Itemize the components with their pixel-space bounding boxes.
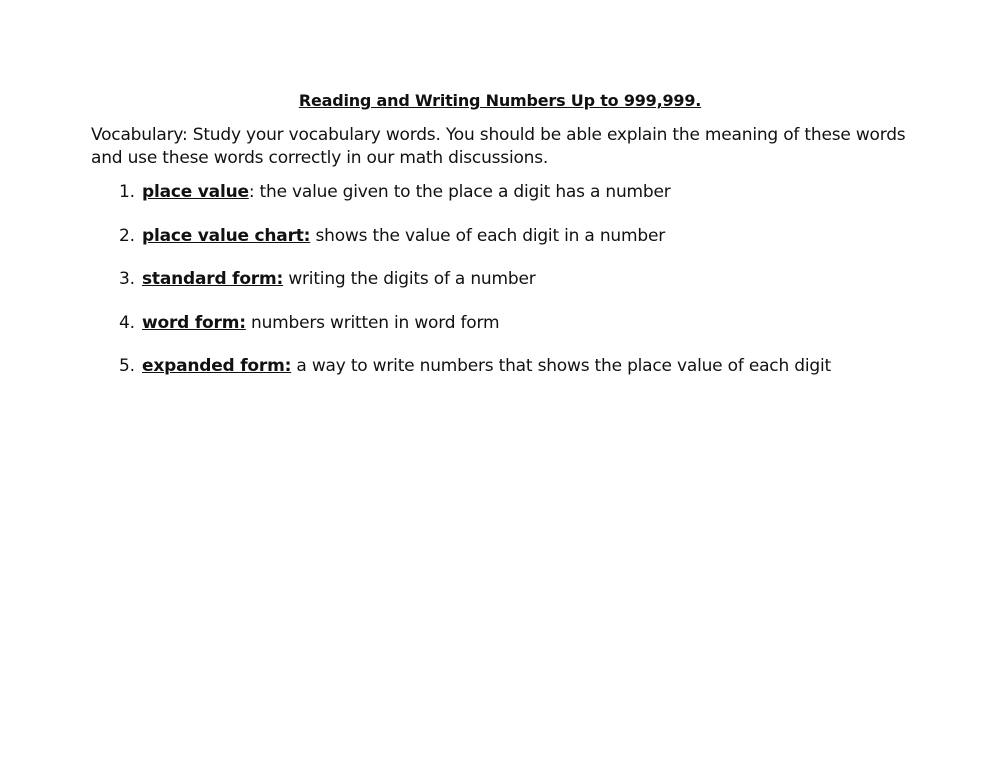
list-item <box>0 355 1000 399</box>
document-title: Reading and Writing Numbers Up to 999,999. <box>298 91 702 110</box>
item-number: 5. <box>119 356 135 376</box>
list-item <box>0 225 1000 269</box>
item-number: 3. <box>119 269 135 289</box>
list-item <box>0 312 1000 356</box>
item-number: 2. <box>119 225 135 246</box>
vocabulary-intro: Vocabulary: Study your vocabulary words. You should be able explain the meaning of these words and use these words correctly in our math discussions. <box>91 125 906 168</box>
vocab-definition: a way to write numbers that shows the place value of each digit <box>291 356 831 376</box>
item-number: 4. <box>119 312 135 333</box>
list-item <box>0 181 1000 225</box>
vocab-definition: : the value given to the place a digit has a number <box>248 182 671 202</box>
item-entry <box>142 355 831 378</box>
list-item <box>0 268 1000 312</box>
vocab-term: standard form: <box>142 269 284 289</box>
vocabulary-list <box>0 181 1000 399</box>
vocab-definition: shows the value of each digit in a number <box>310 225 665 246</box>
item-entry <box>142 181 671 204</box>
vocab-definition: writing the digits of a number <box>283 269 536 289</box>
vocab-term: place value <box>142 182 249 202</box>
item-number: 1. <box>119 182 135 202</box>
item-entry <box>142 225 665 248</box>
vocab-term: word form: <box>142 312 246 333</box>
vocab-term: place value chart: <box>142 225 311 246</box>
vocab-term: expanded form: <box>142 356 292 376</box>
vocab-definition: numbers written in word form <box>245 312 500 333</box>
item-entry <box>142 268 536 291</box>
item-entry <box>142 312 499 335</box>
